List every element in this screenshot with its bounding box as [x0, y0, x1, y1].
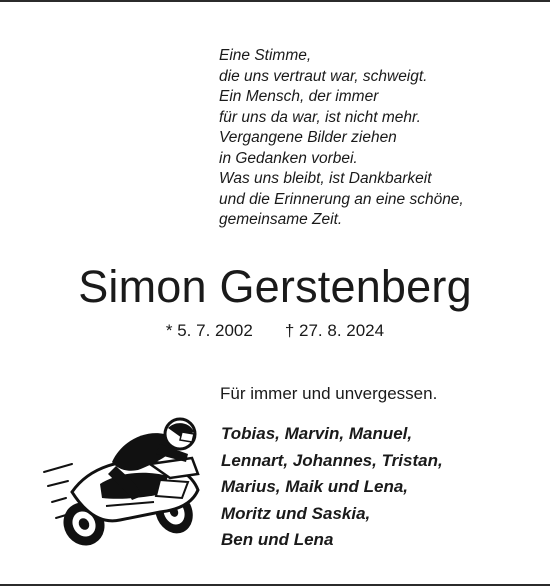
signer-line: Tobias, Marvin, Manuel, [221, 424, 413, 443]
poem-line: Vergangene Bilder ziehen [219, 129, 397, 146]
poem-line: für uns da war, ist nicht mehr. [219, 108, 421, 126]
motorcycle-rider-icon [42, 414, 212, 550]
poem [219, 46, 519, 231]
tagline: Für immer und unvergessen. [220, 384, 438, 403]
poem-line: gemeinsame Zeit. [219, 211, 343, 228]
poem-line: Ein Mensch, der immer [219, 88, 379, 105]
signer-line: Lennart, Johannes, Tristan, [221, 450, 443, 470]
death-date: † 27. 8. 2024 [284, 321, 385, 340]
signer-line: Moritz und Saskia, [221, 503, 371, 523]
poem-line: in Gedanken vorbei. [219, 149, 358, 167]
birth-date: * 5. 7. 2002 [165, 321, 253, 340]
poem-line: Was uns bleibt, ist Dankbarkeit [219, 170, 432, 187]
poem-line: die uns vertraut war, schweigt. [219, 67, 428, 85]
poem-line: Eine Stimme, [219, 47, 312, 64]
deceased-name: Simon Gerstenberg [78, 261, 472, 312]
signer-line: Marius, Maik und Lena, [221, 477, 409, 496]
signers [221, 421, 443, 554]
signer-line: Ben und Lena [221, 530, 334, 549]
life-dates [0, 320, 550, 342]
poem-line: und die Erinnerung an eine schöne, [219, 190, 464, 208]
